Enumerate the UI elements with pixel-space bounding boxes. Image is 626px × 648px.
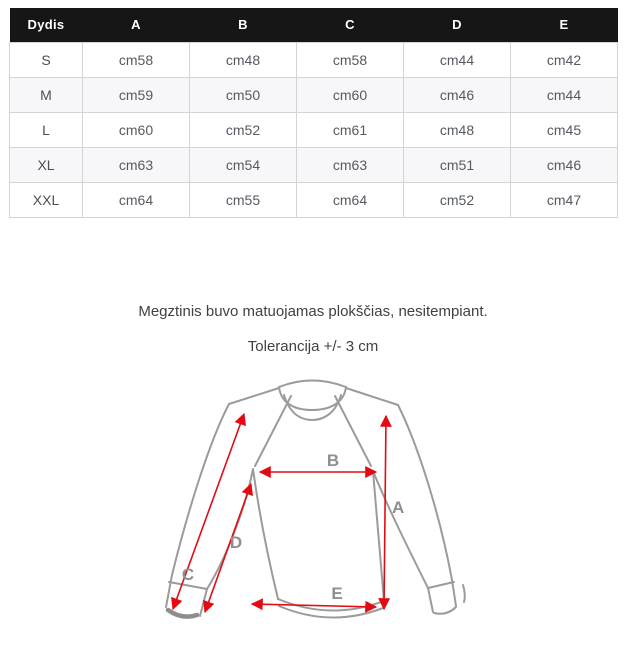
left-cuff-opening — [168, 610, 197, 617]
right-cuff-fold-mark — [463, 585, 465, 602]
size-label-cell: M — [10, 77, 83, 112]
measurement-cell: cm52 — [404, 182, 511, 217]
measurement-cell: cm54 — [190, 147, 297, 182]
measurement-cell: cm52 — [190, 112, 297, 147]
hem-bottom-edge — [279, 606, 383, 618]
tolerance-note: Tolerancija +/- 3 cm — [247, 338, 379, 355]
measurement-cell: cm48 — [190, 42, 297, 77]
measurement-cell: cm60 — [297, 77, 404, 112]
measurement-cell: cm58 — [297, 42, 404, 77]
measurement-cell: cm44 — [404, 42, 511, 77]
column-header-dydis: Dydis — [10, 8, 83, 42]
measurement-cell: cm47 — [511, 182, 618, 217]
right-raglan-seam — [335, 396, 371, 466]
measurement-arrow-a — [384, 416, 386, 609]
measurement-cell: cm64 — [297, 182, 404, 217]
size-label-cell: XL — [10, 147, 83, 182]
measurement-label-b: B — [326, 451, 340, 470]
collar-band — [284, 395, 341, 420]
measurement-cell: cm63 — [297, 147, 404, 182]
measurement-label-c: C — [181, 565, 195, 584]
collar-outer — [279, 381, 346, 388]
measurement-label-a: A — [392, 498, 405, 517]
column-header-a: A — [83, 8, 190, 42]
sweater-outline — [166, 381, 465, 618]
measurement-cell: cm45 — [511, 112, 618, 147]
measurement-cell: cm46 — [511, 147, 618, 182]
left-shoulder — [229, 388, 279, 404]
measurement-cell: cm48 — [404, 112, 511, 147]
size-label-cell: L — [10, 112, 83, 147]
measurement-cell: cm50 — [190, 77, 297, 112]
size-label-cell: S — [10, 42, 83, 77]
measurement-note: Megztinis buvo matuojamas plokščias, nesitempiant. — [138, 303, 488, 320]
measurement-label-d: D — [229, 533, 243, 552]
column-header-b: B — [190, 8, 297, 42]
measurement-cell: cm64 — [83, 182, 190, 217]
right-shoulder — [346, 388, 398, 405]
size-label-cell: XXL — [10, 182, 83, 217]
right-sleeve-outer — [398, 405, 456, 606]
measurement-cell: cm61 — [297, 112, 404, 147]
column-header-e: E — [511, 8, 618, 42]
measurement-labels — [182, 451, 404, 603]
measurement-arrow-e — [252, 604, 376, 607]
measurement-label-e: E — [331, 584, 343, 603]
measurement-cell: cm46 — [404, 77, 511, 112]
measurement-cell: cm63 — [83, 147, 190, 182]
measurement-cell: cm42 — [511, 42, 618, 77]
left-cuff-inner — [200, 589, 207, 616]
measurement-cell: cm55 — [190, 182, 297, 217]
left-raglan-seam — [255, 396, 291, 466]
measurement-cell: cm60 — [83, 112, 190, 147]
left-sleeve-inner — [207, 469, 253, 589]
right-cuff-top — [428, 582, 454, 588]
measurement-cell: cm51 — [404, 147, 511, 182]
left-sleeve-outer — [166, 404, 229, 607]
body-left-edge — [253, 469, 278, 599]
measurement-cell: cm59 — [83, 77, 190, 112]
right-cuff-inner — [428, 588, 433, 612]
measurement-cell: cm58 — [83, 42, 190, 77]
measurement-arrows — [173, 414, 386, 612]
right-cuff-opening — [434, 607, 456, 614]
measurement-cell: cm44 — [511, 77, 618, 112]
column-header-c: C — [297, 8, 404, 42]
column-header-d: D — [404, 8, 511, 42]
